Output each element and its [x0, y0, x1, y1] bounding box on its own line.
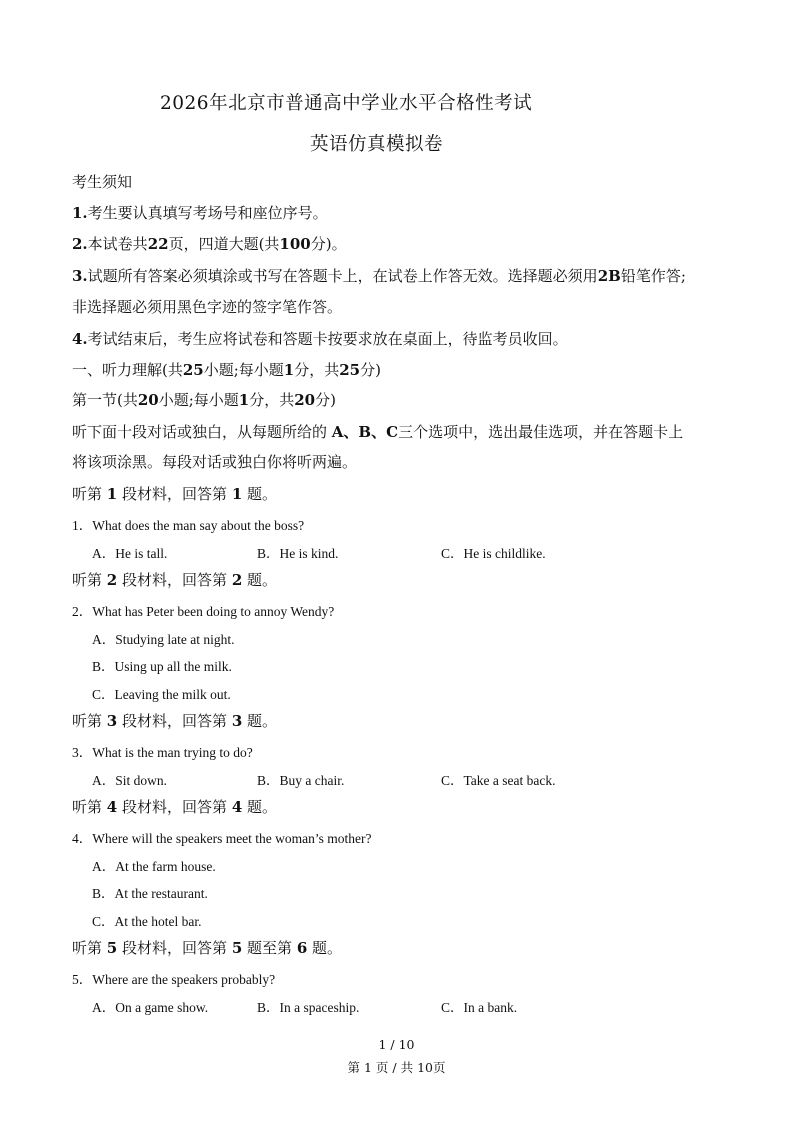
exam-title: 2026年北京市普通高中学业水平合格性考试: [160, 93, 533, 114]
exam-subtitle: 英语仿真模拟卷: [310, 134, 444, 155]
material-heading-1: 听第 1 段材料，回答第 1 题。: [72, 485, 278, 503]
material-heading-2: 听第 2 段材料，回答第 2 题。: [72, 571, 278, 589]
question-5-stem: 5．Where are the speakers probably?: [72, 972, 276, 987]
question-2-stem: 2．What has Peter been doing to annoy Wendy?: [72, 604, 335, 619]
question-4-option-a: A．At the farm house.: [92, 859, 216, 874]
material-heading-4: 听第 4 段材料，回答第 4 题。: [72, 798, 278, 816]
page-number: 1 / 10: [378, 1037, 415, 1052]
question-1-stem: 1．What does the man say about the boss?: [72, 518, 305, 533]
question-3-option-b: B．Buy a chair.: [257, 773, 345, 788]
notice-item-3: 3.试题所有答案必须填涂或书写在答题卡上，在试卷上作答无效。选择题必须用2B铅笔作答;: [72, 267, 686, 285]
question-3-stem: 3．What is the man trying to do?: [72, 745, 253, 760]
question-1-option-b: B．He is kind.: [257, 546, 339, 561]
question-2-option-a: A．Studying late at night.: [92, 632, 235, 647]
material-heading-3: 听第 3 段材料，回答第 3 题。: [72, 712, 278, 730]
part1-heading: 一、听力理解(共25小题;每小题1分，共25分): [72, 361, 381, 379]
question-3-option-a: A．Sit down.: [92, 773, 168, 788]
question-2-option-c: C．Leaving the milk out.: [92, 687, 231, 702]
question-4-option-b: B．At the restaurant.: [92, 886, 208, 901]
question-1-option-a: A．He is tall.: [92, 546, 168, 561]
section1-heading: 第一节(共20小题;每小题1分，共20分): [72, 391, 336, 409]
question-5-option-c: C．In a bank.: [441, 1000, 518, 1015]
question-5-option-a: A．On a game show.: [92, 1000, 209, 1015]
question-3-option-c: C．Take a seat back.: [441, 773, 556, 788]
question-5-option-b: B．In a spaceship.: [257, 1000, 360, 1015]
notice-item-3-line2: 非选择题必须用黑色字迹的签字笔作答。: [72, 298, 343, 316]
question-4-stem: 4．Where will the speakers meet the woman’s mother?: [72, 831, 372, 846]
notice-item-4: 4.考试结束后，考生应将试卷和答题卡按要求放在桌面上，待监考员收回。: [72, 330, 568, 348]
directions-line-1: 听下面十段对话或独白，从每题所给的 A、B、C三个选项中，选出最佳选项，并在答题卡上: [72, 423, 684, 441]
material-heading-5: 听第 5 段材料，回答第 5 题至第 6 题。: [72, 939, 343, 957]
page-label: 第 1 页 / 共 10页: [347, 1060, 446, 1075]
directions-line-2: 将该项涂黑。每段对话或独白你将听两遍。: [72, 453, 358, 471]
notice-item-2: 2.本试卷共22页，四道大题(共100分)。: [72, 235, 347, 253]
question-2-option-b: B．Using up all the milk.: [92, 659, 232, 674]
notice-heading: 考生须知: [72, 173, 133, 191]
notice-item-1: 1.考生要认真填写考场号和座位序号。: [72, 204, 328, 222]
question-4-option-c: C．At the hotel bar.: [92, 914, 202, 929]
question-1-option-c: C．He is childlike.: [441, 546, 546, 561]
